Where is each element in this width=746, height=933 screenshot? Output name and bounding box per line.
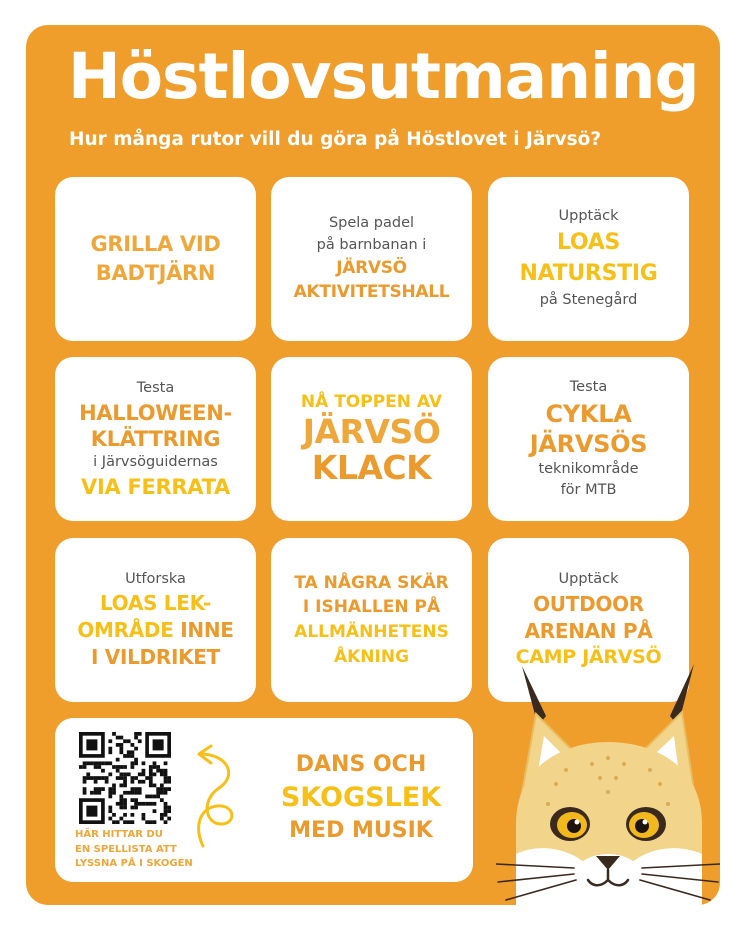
tile-halloween-mid: i Järvsöguidernas xyxy=(93,454,218,471)
tile-naturstig xyxy=(488,177,689,341)
tile-lekomrade-pre: Utforska xyxy=(125,570,186,587)
tile-lekomrade-big2b: INNE xyxy=(180,618,234,643)
poster-card xyxy=(26,25,720,905)
tile-ishall-line4: ÅKNING xyxy=(333,646,410,667)
tile-padel xyxy=(271,177,472,341)
tile-ishall xyxy=(271,538,472,702)
tile-outdoor-big3: CAMP JÄRVSÖ xyxy=(515,646,662,669)
poster-title: Höstlovsutmaning xyxy=(68,40,699,113)
dans-line2: SKOGSLEK xyxy=(280,781,442,813)
tile-klack-line1: NÅ TOPPEN AV xyxy=(300,391,443,412)
tile-grilla xyxy=(55,177,256,341)
tile-naturstig-pre: Upptäck xyxy=(558,208,619,225)
tile-lekomrade-big1: LOAS LEK- xyxy=(99,591,212,616)
tile-halloween-big1: HALLOWEEN- xyxy=(79,400,232,425)
tile-cykla-big1: CYKLA xyxy=(545,399,632,428)
qr-note-line1: HÄR HITTAR DU xyxy=(75,829,163,840)
dans-line1: DANS OCH xyxy=(295,752,427,778)
tile-cykla-big2: JÄRVSÖS xyxy=(529,429,648,458)
tile-naturstig-post: på Stenegård xyxy=(539,291,638,308)
qr-code-icon[interactable] xyxy=(79,732,171,824)
tile-lekomrade-big3: I VILDRIKET xyxy=(90,645,220,670)
tile-outdoor-big1: OUTDOOR xyxy=(533,592,644,617)
tile-cykla-post1: teknikområde xyxy=(538,460,639,477)
tile-cykla xyxy=(488,357,689,521)
tile-klack xyxy=(271,357,472,521)
poster-subtitle: Hur många rutor vill du göra på Höstlovet i Järvsö? xyxy=(69,129,602,150)
tile-naturstig-big1: LOAS xyxy=(556,230,621,256)
tile-klack-line2: JÄRVSÖ xyxy=(302,411,441,451)
dans-text xyxy=(253,738,469,858)
tile-outdoor-pre: Upptäck xyxy=(558,571,619,588)
tile-ishall-line3: ALLMÄNHETENS xyxy=(294,622,449,642)
tile-cykla-pre: Testa xyxy=(569,379,608,396)
tile-ishall-line1: TA NÅGRA SKÄR xyxy=(294,572,449,593)
tile-outdoor-big2: ARENAN PÅ xyxy=(524,619,653,644)
tile-ishall-line2: I ISHALLEN PÅ xyxy=(302,597,441,618)
tile-grilla-line1: GRILLA VID xyxy=(90,231,221,256)
tile-dans xyxy=(55,718,473,882)
lynx-mascot-icon xyxy=(496,654,720,905)
qr-note-line2: EN SPELLISTA ATT xyxy=(75,843,177,855)
tile-padel-big2: AKTIVITETSHALL xyxy=(293,281,450,302)
dans-line3: MED MUSIK xyxy=(289,818,433,844)
tile-padel-pre1: Spela padel xyxy=(328,215,415,232)
tile-cykla-post2: för MTB xyxy=(560,481,617,498)
tile-halloween xyxy=(55,357,256,521)
tile-padel-pre2: på barnbanan i xyxy=(316,237,427,254)
tile-padel-big1: JÄRVSÖ xyxy=(336,257,407,278)
tile-halloween-pre: Testa xyxy=(136,379,175,396)
tile-lekomrade-big2 xyxy=(77,617,233,644)
tile-naturstig-big2: NATURSTIG xyxy=(519,261,658,286)
tile-grilla-line2: BADTJÄRN xyxy=(95,261,216,285)
tile-lekomrade xyxy=(55,538,256,702)
curly-arrow-icon xyxy=(189,738,249,853)
tile-halloween-big2: KLÄTTRING xyxy=(90,426,221,451)
tile-klack-line3: KLACK xyxy=(311,448,432,488)
tile-halloween-big3: VIA FERRATA xyxy=(81,474,230,499)
qr-note-line3: LYSSNA PÅ I SKOGEN xyxy=(75,858,193,869)
tile-lekomrade-big2a: OMRÅDE xyxy=(77,618,181,643)
